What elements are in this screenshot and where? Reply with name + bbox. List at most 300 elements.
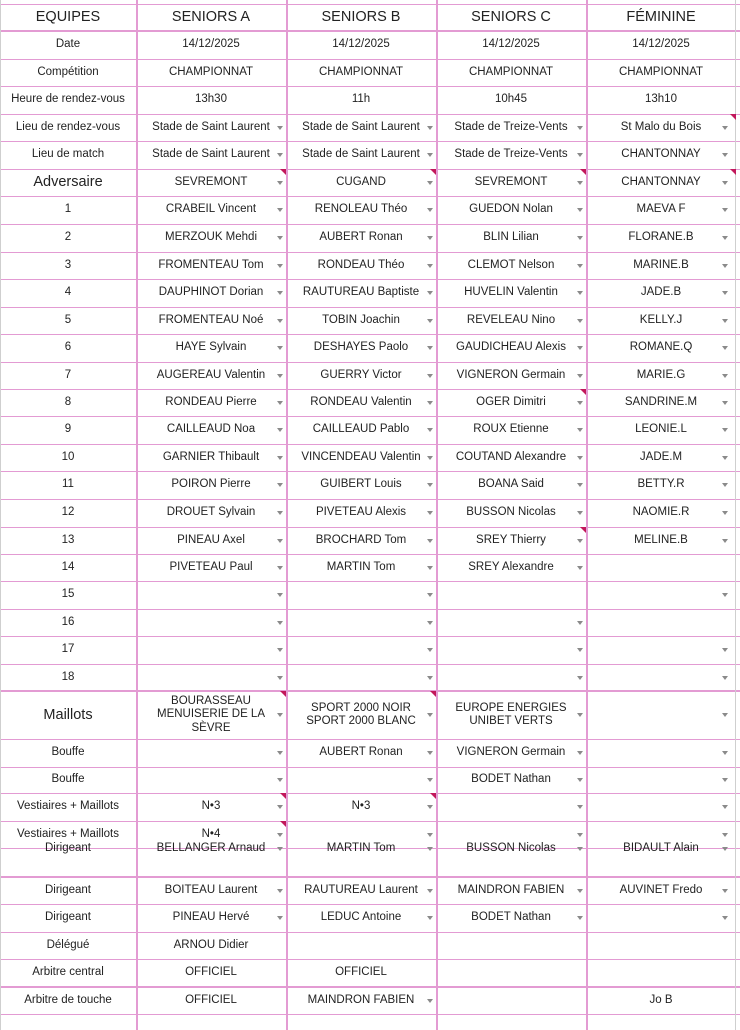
cell-seniors-a[interactable] bbox=[136, 224, 286, 252]
cell-seniors-b[interactable] bbox=[286, 636, 436, 664]
dropdown-arrow-icon[interactable] bbox=[277, 805, 283, 809]
cell-feminine[interactable] bbox=[586, 904, 736, 932]
dropdown-arrow-icon[interactable] bbox=[722, 374, 728, 378]
cell-seniors-a[interactable] bbox=[136, 636, 286, 664]
cell-seniors-a[interactable] bbox=[136, 841, 286, 854]
cell-feminine[interactable] bbox=[586, 141, 736, 169]
dropdown-arrow-icon[interactable] bbox=[577, 346, 583, 350]
cell-seniors-b[interactable] bbox=[286, 389, 436, 416]
cell-seniors-c[interactable] bbox=[436, 252, 586, 279]
dropdown-arrow-icon[interactable] bbox=[722, 181, 728, 185]
dropdown-arrow-icon[interactable] bbox=[722, 456, 728, 460]
cell-seniors-c[interactable] bbox=[436, 904, 586, 932]
cell-seniors-a[interactable] bbox=[136, 499, 286, 527]
cell-seniors-c-text: REVELEAU Nino bbox=[466, 313, 556, 326]
dropdown-arrow-icon[interactable] bbox=[427, 713, 433, 717]
cell-seniors-a[interactable] bbox=[136, 793, 286, 821]
header-seniors-a[interactable] bbox=[136, 4, 286, 31]
dropdown-arrow-icon[interactable] bbox=[577, 456, 583, 460]
cell-seniors-b[interactable] bbox=[286, 499, 436, 527]
cell-feminine[interactable] bbox=[586, 59, 736, 86]
cell-seniors-b[interactable] bbox=[286, 767, 436, 793]
row-label[interactable] bbox=[0, 114, 136, 141]
row-label[interactable] bbox=[0, 554, 136, 581]
cell-feminine[interactable] bbox=[586, 389, 736, 416]
dropdown-arrow-icon[interactable] bbox=[722, 805, 728, 809]
row-label[interactable] bbox=[0, 252, 136, 279]
cell-seniors-c-text: COUTAND Alexandre bbox=[455, 450, 567, 463]
cell-feminine[interactable] bbox=[586, 444, 736, 471]
dropdown-arrow-icon[interactable] bbox=[427, 264, 433, 268]
cell-seniors-b[interactable] bbox=[286, 554, 436, 581]
dropdown-arrow-icon[interactable] bbox=[427, 889, 433, 893]
row-label[interactable] bbox=[0, 362, 136, 389]
dropdown-arrow-icon[interactable] bbox=[277, 889, 283, 893]
dropdown-arrow-icon[interactable] bbox=[427, 805, 433, 809]
dropdown-arrow-icon[interactable] bbox=[277, 153, 283, 157]
row-label[interactable] bbox=[0, 141, 136, 169]
row-label[interactable] bbox=[0, 739, 136, 767]
cell-feminine[interactable] bbox=[586, 252, 736, 279]
cell-seniors-b[interactable] bbox=[286, 444, 436, 471]
cell-seniors-a[interactable] bbox=[136, 59, 286, 86]
cell-seniors-c[interactable] bbox=[436, 416, 586, 444]
dropdown-arrow-icon[interactable] bbox=[427, 181, 433, 185]
cell-seniors-c[interactable] bbox=[436, 114, 586, 141]
dropdown-arrow-icon[interactable] bbox=[577, 833, 583, 837]
comment-marker-icon[interactable] bbox=[730, 114, 736, 120]
dropdown-arrow-icon[interactable] bbox=[277, 236, 283, 240]
cell-feminine[interactable] bbox=[586, 664, 736, 691]
cell-seniors-b[interactable] bbox=[286, 527, 436, 554]
cell-seniors-b[interactable] bbox=[286, 31, 436, 59]
cell-seniors-b[interactable] bbox=[286, 86, 436, 114]
dropdown-arrow-icon[interactable] bbox=[277, 847, 283, 851]
dropdown-arrow-icon[interactable] bbox=[277, 916, 283, 920]
dropdown-arrow-icon[interactable] bbox=[277, 713, 283, 717]
cell-seniors-a[interactable] bbox=[136, 932, 286, 959]
dropdown-arrow-icon[interactable] bbox=[722, 833, 728, 837]
cell-feminine[interactable] bbox=[586, 334, 736, 362]
cell-seniors-b-text: RONDEAU Valentin bbox=[310, 395, 412, 408]
cell-seniors-c[interactable] bbox=[436, 169, 586, 196]
cell-seniors-a[interactable] bbox=[136, 334, 286, 362]
dropdown-arrow-icon[interactable] bbox=[427, 676, 433, 680]
cell-feminine[interactable] bbox=[586, 307, 736, 334]
cell-seniors-c[interactable] bbox=[436, 279, 586, 307]
cell-seniors-a[interactable] bbox=[136, 279, 286, 307]
cell-seniors-a[interactable] bbox=[136, 31, 286, 59]
dropdown-arrow-icon[interactable] bbox=[427, 374, 433, 378]
cell-seniors-c[interactable] bbox=[436, 664, 586, 691]
cell-seniors-b[interactable] bbox=[286, 904, 436, 932]
header-feminine[interactable] bbox=[586, 4, 736, 31]
cell-seniors-c[interactable] bbox=[436, 932, 586, 959]
dropdown-arrow-icon[interactable] bbox=[427, 346, 433, 350]
cell-feminine[interactable] bbox=[586, 581, 736, 609]
dropdown-arrow-icon[interactable] bbox=[577, 291, 583, 295]
dropdown-arrow-icon[interactable] bbox=[427, 648, 433, 652]
dropdown-arrow-icon[interactable] bbox=[577, 889, 583, 893]
cell-seniors-b[interactable] bbox=[286, 581, 436, 609]
cell-feminine[interactable] bbox=[586, 86, 736, 114]
dropdown-arrow-icon[interactable] bbox=[722, 208, 728, 212]
cell-seniors-a[interactable] bbox=[136, 959, 286, 987]
cell-seniors-b[interactable] bbox=[286, 114, 436, 141]
cell-seniors-c[interactable] bbox=[436, 581, 586, 609]
dropdown-arrow-icon[interactable] bbox=[722, 346, 728, 350]
row-label[interactable] bbox=[0, 767, 136, 793]
cell-seniors-a[interactable] bbox=[136, 987, 286, 1014]
dropdown-arrow-icon[interactable] bbox=[277, 374, 283, 378]
cell-seniors-a[interactable] bbox=[136, 141, 286, 169]
cell-feminine[interactable] bbox=[586, 499, 736, 527]
dropdown-arrow-icon[interactable] bbox=[277, 483, 283, 487]
row-label[interactable] bbox=[0, 59, 136, 86]
row-label[interactable] bbox=[0, 664, 136, 691]
cell-feminine[interactable] bbox=[586, 527, 736, 554]
dropdown-arrow-icon[interactable] bbox=[722, 889, 728, 893]
row-label[interactable] bbox=[0, 904, 136, 932]
dropdown-arrow-icon[interactable] bbox=[277, 539, 283, 543]
cell-seniors-a[interactable] bbox=[136, 389, 286, 416]
header-equipes[interactable] bbox=[0, 4, 136, 31]
row-label[interactable] bbox=[0, 959, 136, 987]
cell-seniors-a[interactable] bbox=[136, 416, 286, 444]
row-label[interactable] bbox=[0, 691, 136, 739]
cell-seniors-b[interactable] bbox=[286, 334, 436, 362]
dropdown-arrow-icon[interactable] bbox=[577, 236, 583, 240]
cell-seniors-c[interactable] bbox=[436, 334, 586, 362]
cell-seniors-c[interactable] bbox=[436, 86, 586, 114]
dropdown-arrow-icon[interactable] bbox=[277, 676, 283, 680]
dropdown-arrow-icon[interactable] bbox=[722, 483, 728, 487]
row-label[interactable] bbox=[0, 609, 136, 636]
dropdown-arrow-icon[interactable] bbox=[722, 916, 728, 920]
cell-seniors-c[interactable] bbox=[436, 767, 586, 793]
cell-feminine[interactable] bbox=[586, 877, 736, 904]
row-label[interactable] bbox=[0, 196, 136, 224]
dropdown-arrow-icon[interactable] bbox=[427, 621, 433, 625]
cell-feminine[interactable] bbox=[586, 114, 736, 141]
dropdown-arrow-icon[interactable] bbox=[427, 319, 433, 323]
dropdown-arrow-icon[interactable] bbox=[277, 428, 283, 432]
dropdown-arrow-icon[interactable] bbox=[577, 319, 583, 323]
dropdown-arrow-icon[interactable] bbox=[577, 713, 583, 717]
cell-feminine[interactable] bbox=[586, 31, 736, 59]
row-label[interactable] bbox=[0, 932, 136, 959]
dropdown-arrow-icon[interactable] bbox=[577, 208, 583, 212]
dropdown-arrow-icon[interactable] bbox=[277, 208, 283, 212]
cell-seniors-c[interactable] bbox=[436, 224, 586, 252]
dropdown-arrow-icon[interactable] bbox=[277, 401, 283, 405]
dropdown-arrow-icon[interactable] bbox=[427, 153, 433, 157]
cell-seniors-c[interactable] bbox=[436, 499, 586, 527]
cell-seniors-b[interactable] bbox=[286, 664, 436, 691]
cell-seniors-a[interactable] bbox=[136, 581, 286, 609]
dropdown-arrow-icon[interactable] bbox=[277, 126, 283, 130]
cell-seniors-b[interactable] bbox=[286, 959, 436, 987]
row-label[interactable] bbox=[0, 841, 136, 854]
cell-seniors-c[interactable] bbox=[436, 793, 586, 821]
cell-seniors-b[interactable] bbox=[286, 169, 436, 196]
dropdown-arrow-icon[interactable] bbox=[577, 264, 583, 268]
cell-seniors-a[interactable] bbox=[136, 691, 286, 739]
cell-seniors-b[interactable] bbox=[286, 471, 436, 499]
cell-seniors-b[interactable] bbox=[286, 987, 436, 1014]
cell-seniors-a[interactable] bbox=[136, 252, 286, 279]
cell-seniors-b[interactable] bbox=[286, 141, 436, 169]
dropdown-arrow-icon[interactable] bbox=[722, 319, 728, 323]
dropdown-arrow-icon[interactable] bbox=[577, 153, 583, 157]
dropdown-arrow-icon[interactable] bbox=[577, 511, 583, 515]
row-label[interactable] bbox=[0, 636, 136, 664]
dropdown-arrow-icon[interactable] bbox=[427, 566, 433, 570]
row-label[interactable] bbox=[0, 499, 136, 527]
dropdown-arrow-icon[interactable] bbox=[277, 264, 283, 268]
dropdown-arrow-icon[interactable] bbox=[277, 511, 283, 515]
cell-seniors-c[interactable] bbox=[436, 987, 586, 1014]
cell-seniors-c[interactable] bbox=[436, 444, 586, 471]
cell-seniors-b[interactable] bbox=[286, 877, 436, 904]
dropdown-arrow-icon[interactable] bbox=[577, 751, 583, 755]
row-label[interactable] bbox=[0, 877, 136, 904]
dropdown-arrow-icon[interactable] bbox=[577, 805, 583, 809]
cell-seniors-b[interactable] bbox=[286, 416, 436, 444]
cell-seniors-c[interactable] bbox=[436, 362, 586, 389]
dropdown-arrow-icon[interactable] bbox=[277, 346, 283, 350]
dropdown-arrow-icon[interactable] bbox=[277, 621, 283, 625]
cell-seniors-a[interactable] bbox=[136, 877, 286, 904]
dropdown-arrow-icon[interactable] bbox=[722, 751, 728, 755]
dropdown-arrow-icon[interactable] bbox=[577, 648, 583, 652]
cell-seniors-a[interactable] bbox=[136, 196, 286, 224]
cell-seniors-a[interactable] bbox=[136, 471, 286, 499]
cell-seniors-a[interactable] bbox=[136, 767, 286, 793]
cell-seniors-a[interactable] bbox=[136, 114, 286, 141]
cell-seniors-b[interactable] bbox=[286, 279, 436, 307]
cell-seniors-b[interactable] bbox=[286, 59, 436, 86]
cell-seniors-b[interactable] bbox=[286, 739, 436, 767]
cell-feminine[interactable] bbox=[586, 609, 736, 636]
cell-seniors-a[interactable] bbox=[136, 739, 286, 767]
row-label[interactable] bbox=[0, 987, 136, 1014]
row-label[interactable] bbox=[0, 279, 136, 307]
cell-feminine[interactable] bbox=[586, 739, 736, 767]
dropdown-arrow-icon[interactable] bbox=[427, 483, 433, 487]
row-label[interactable] bbox=[0, 86, 136, 114]
cell-seniors-a[interactable] bbox=[136, 904, 286, 932]
dropdown-arrow-icon[interactable] bbox=[722, 847, 728, 851]
dropdown-arrow-icon[interactable] bbox=[427, 208, 433, 212]
dropdown-arrow-icon[interactable] bbox=[427, 999, 433, 1003]
cell-seniors-b[interactable] bbox=[286, 252, 436, 279]
dropdown-arrow-icon[interactable] bbox=[577, 126, 583, 130]
cell-seniors-a[interactable] bbox=[136, 554, 286, 581]
cell-feminine[interactable] bbox=[586, 362, 736, 389]
cell-seniors-b[interactable] bbox=[286, 932, 436, 959]
dropdown-arrow-icon[interactable] bbox=[577, 621, 583, 625]
row-label[interactable] bbox=[0, 31, 136, 59]
dropdown-arrow-icon[interactable] bbox=[427, 833, 433, 837]
dropdown-arrow-icon[interactable] bbox=[577, 483, 583, 487]
cell-seniors-b[interactable] bbox=[286, 307, 436, 334]
cell-seniors-c[interactable] bbox=[436, 471, 586, 499]
cell-feminine[interactable] bbox=[586, 169, 736, 196]
dropdown-arrow-icon[interactable] bbox=[427, 236, 433, 240]
row-label[interactable] bbox=[0, 389, 136, 416]
dropdown-arrow-icon[interactable] bbox=[722, 291, 728, 295]
cell-seniors-b-text: SPORT 2000 NOIR SPORT 2000 BLANC bbox=[306, 701, 416, 727]
dropdown-arrow-icon[interactable] bbox=[277, 648, 283, 652]
cell-seniors-b-text: VINCENDEAU Valentin bbox=[301, 450, 421, 463]
dropdown-arrow-icon[interactable] bbox=[427, 428, 433, 432]
cell-feminine[interactable] bbox=[586, 416, 736, 444]
cell-seniors-a[interactable] bbox=[136, 664, 286, 691]
cell-seniors-c[interactable] bbox=[436, 691, 586, 739]
row-label[interactable] bbox=[0, 793, 136, 821]
cell-seniors-c[interactable] bbox=[436, 959, 586, 987]
cell-feminine[interactable] bbox=[586, 767, 736, 793]
cell-seniors-b[interactable] bbox=[286, 841, 436, 854]
row-label[interactable] bbox=[0, 224, 136, 252]
dropdown-arrow-icon[interactable] bbox=[427, 916, 433, 920]
dropdown-arrow-icon[interactable] bbox=[722, 539, 728, 543]
dropdown-arrow-icon[interactable] bbox=[427, 126, 433, 130]
cell-seniors-c[interactable] bbox=[436, 527, 586, 554]
dropdown-arrow-icon[interactable] bbox=[427, 593, 433, 597]
dropdown-arrow-icon[interactable] bbox=[577, 847, 583, 851]
cell-seniors-c[interactable] bbox=[436, 739, 586, 767]
comment-marker-icon[interactable] bbox=[730, 169, 736, 175]
dropdown-arrow-icon[interactable] bbox=[722, 428, 728, 432]
dropdown-arrow-icon[interactable] bbox=[722, 401, 728, 405]
cell-seniors-a[interactable] bbox=[136, 362, 286, 389]
cell-seniors-a[interactable] bbox=[136, 86, 286, 114]
header-seniors-c[interactable] bbox=[436, 4, 586, 31]
header-seniors-b[interactable] bbox=[286, 4, 436, 31]
dropdown-arrow-icon[interactable] bbox=[722, 713, 728, 717]
row-label[interactable] bbox=[0, 307, 136, 334]
cell-seniors-c[interactable] bbox=[436, 877, 586, 904]
row-label[interactable] bbox=[0, 471, 136, 499]
row-label-text: 6 bbox=[64, 341, 72, 354]
dropdown-arrow-icon[interactable] bbox=[277, 593, 283, 597]
dropdown-arrow-icon[interactable] bbox=[427, 456, 433, 460]
dropdown-arrow-icon[interactable] bbox=[427, 511, 433, 515]
cell-feminine[interactable] bbox=[586, 471, 736, 499]
dropdown-arrow-icon[interactable] bbox=[577, 401, 583, 405]
dropdown-arrow-icon[interactable] bbox=[722, 676, 728, 680]
cell-seniors-c[interactable] bbox=[436, 196, 586, 224]
dropdown-arrow-icon[interactable] bbox=[577, 916, 583, 920]
cell-seniors-c[interactable] bbox=[436, 554, 586, 581]
dropdown-arrow-icon[interactable] bbox=[427, 291, 433, 295]
cell-seniors-b[interactable] bbox=[286, 793, 436, 821]
dropdown-arrow-icon[interactable] bbox=[722, 593, 728, 597]
cell-feminine[interactable] bbox=[586, 987, 736, 1014]
cell-seniors-b[interactable] bbox=[286, 362, 436, 389]
dropdown-arrow-icon[interactable] bbox=[577, 428, 583, 432]
row-label[interactable] bbox=[0, 444, 136, 471]
dropdown-arrow-icon[interactable] bbox=[427, 539, 433, 543]
cell-seniors-c[interactable] bbox=[436, 59, 586, 86]
dropdown-arrow-icon[interactable] bbox=[722, 648, 728, 652]
dropdown-arrow-icon[interactable] bbox=[277, 566, 283, 570]
cell-seniors-a-text: 13h30 bbox=[195, 93, 227, 106]
cell-feminine[interactable] bbox=[586, 793, 736, 821]
cell-feminine[interactable] bbox=[586, 691, 736, 739]
cell-seniors-b[interactable] bbox=[286, 224, 436, 252]
cell-seniors-a[interactable] bbox=[136, 609, 286, 636]
dropdown-arrow-icon[interactable] bbox=[277, 751, 283, 755]
row-label[interactable] bbox=[0, 581, 136, 609]
cell-seniors-b[interactable] bbox=[286, 196, 436, 224]
dropdown-arrow-icon[interactable] bbox=[577, 539, 583, 543]
dropdown-arrow-icon[interactable] bbox=[427, 751, 433, 755]
dropdown-arrow-icon[interactable] bbox=[277, 833, 283, 837]
cell-feminine[interactable] bbox=[586, 959, 736, 987]
cell-feminine[interactable] bbox=[586, 636, 736, 664]
cell-seniors-b[interactable] bbox=[286, 609, 436, 636]
cell-seniors-c[interactable] bbox=[436, 841, 586, 854]
dropdown-arrow-icon[interactable] bbox=[277, 181, 283, 185]
cell-feminine[interactable] bbox=[586, 279, 736, 307]
cell-feminine[interactable] bbox=[586, 224, 736, 252]
dropdown-arrow-icon[interactable] bbox=[427, 401, 433, 405]
dropdown-arrow-icon[interactable] bbox=[722, 264, 728, 268]
dropdown-arrow-icon[interactable] bbox=[722, 236, 728, 240]
cell-seniors-b[interactable] bbox=[286, 691, 436, 739]
cell-seniors-c[interactable] bbox=[436, 31, 586, 59]
dropdown-arrow-icon[interactable] bbox=[427, 778, 433, 782]
dropdown-arrow-icon[interactable] bbox=[277, 456, 283, 460]
dropdown-arrow-icon[interactable] bbox=[577, 181, 583, 185]
row-label[interactable] bbox=[0, 416, 136, 444]
dropdown-arrow-icon[interactable] bbox=[577, 778, 583, 782]
cell-seniors-a[interactable] bbox=[136, 169, 286, 196]
cell-seniors-c[interactable] bbox=[436, 307, 586, 334]
cell-seniors-c[interactable] bbox=[436, 609, 586, 636]
cell-seniors-c-text: SEVREMONT bbox=[474, 175, 548, 188]
row-label[interactable] bbox=[0, 334, 136, 362]
row-label[interactable] bbox=[0, 169, 136, 196]
dropdown-arrow-icon[interactable] bbox=[427, 847, 433, 851]
row-label-text: Arbitre central bbox=[32, 966, 104, 979]
dropdown-arrow-icon[interactable] bbox=[277, 778, 283, 782]
dropdown-arrow-icon[interactable] bbox=[577, 374, 583, 378]
dropdown-arrow-icon[interactable] bbox=[722, 126, 728, 130]
dropdown-arrow-icon[interactable] bbox=[722, 511, 728, 515]
cell-feminine[interactable] bbox=[586, 841, 736, 854]
dropdown-arrow-icon[interactable] bbox=[277, 291, 283, 295]
cell-feminine[interactable] bbox=[586, 554, 736, 581]
cell-feminine[interactable] bbox=[586, 932, 736, 959]
dropdown-arrow-icon[interactable] bbox=[577, 566, 583, 570]
cell-seniors-c[interactable] bbox=[436, 636, 586, 664]
dropdown-arrow-icon[interactable] bbox=[722, 153, 728, 157]
cell-seniors-a[interactable] bbox=[136, 527, 286, 554]
dropdown-arrow-icon[interactable] bbox=[277, 319, 283, 323]
cell-seniors-c[interactable] bbox=[436, 141, 586, 169]
cell-seniors-c[interactable] bbox=[436, 389, 586, 416]
cell-feminine[interactable] bbox=[586, 196, 736, 224]
dropdown-arrow-icon[interactable] bbox=[577, 676, 583, 680]
cell-seniors-a[interactable] bbox=[136, 444, 286, 471]
row-label[interactable] bbox=[0, 527, 136, 554]
dropdown-arrow-icon[interactable] bbox=[722, 778, 728, 782]
cell-seniors-a[interactable] bbox=[136, 307, 286, 334]
